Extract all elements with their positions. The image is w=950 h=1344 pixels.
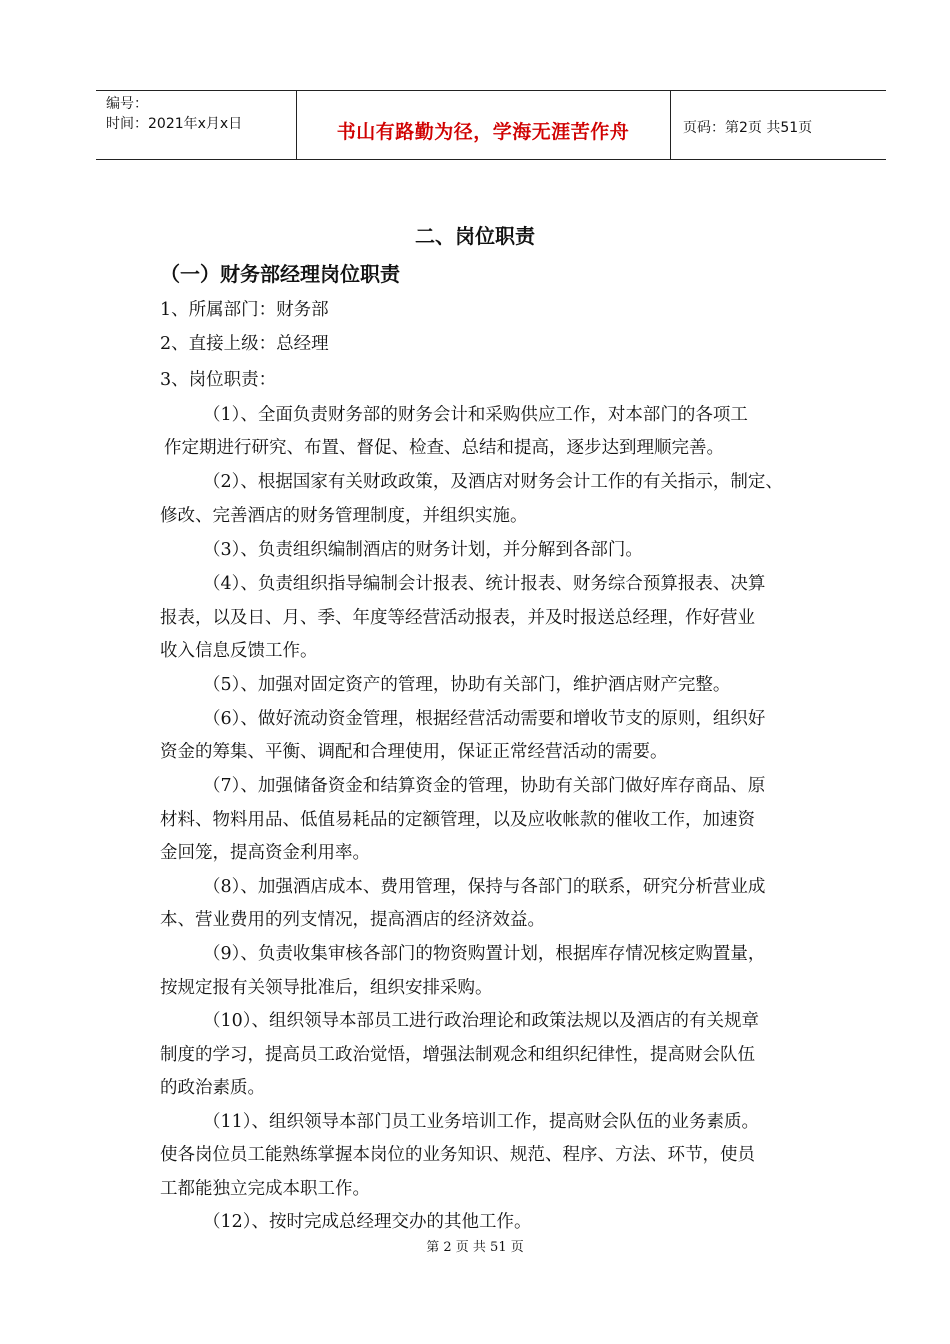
body-line: 金回笼，提高资金利用率。 <box>160 843 370 863</box>
body-line: 2、直接上级：总经理 <box>160 334 329 354</box>
body-line: （7）、加强储备资金和结算资金的管理，协助有关部门做好库存商品、原 <box>203 776 766 796</box>
date-text: 时间：2021年x月x日 <box>106 116 243 132</box>
body-line: 资金的筹集、平衡、调配和合理使用，保证正常经营活动的需要。 <box>160 742 668 762</box>
body-line: 3、岗位职责： <box>160 370 277 390</box>
body-line: 作定期进行研究、布置、督促、检查、总结和提高，逐步达到理顺完善。 <box>164 438 724 458</box>
body-line: （5）、加强对固定资产的管理，协助有关部门，维护酒店财产完整。 <box>203 675 731 695</box>
body-line: （6）、做好流动资金管理，根据经营活动需要和增收节支的原则，组织好 <box>203 709 766 729</box>
serial-number-label: 编号： <box>106 96 148 112</box>
motto-text: 书山有路勤为径，学海无涯苦作舟 <box>336 121 630 143</box>
body-line: 的政治素质。 <box>160 1078 265 1098</box>
body-line: 收入信息反馈工作。 <box>160 641 318 661</box>
body-line: 本、营业费用的列支情况，提高酒店的经济效益。 <box>160 910 545 930</box>
body-line: （3）、负责组织编制酒店的财务计划，并分解到各部门。 <box>203 540 643 560</box>
body-line: 修改、完善酒店的财务管理制度，并组织实施。 <box>160 506 528 526</box>
body-line: 报表，以及日、月、季、年度等经营活动报表，并及时报送总经理，作好营业 <box>160 608 755 628</box>
body-line: （2）、根据国家有关财政政策，及酒店对财务会计工作的有关指示，制定、 <box>203 472 783 492</box>
body-line: 1、所属部门：财务部 <box>160 300 329 320</box>
body-line: 使各岗位员工能熟练掌握本岗位的业务知识、规范、程序、方法、环节，使员 <box>160 1145 755 1165</box>
body-line: 制度的学习，提高员工政治觉悟，增强法制观念和组织纪律性，提高财会队伍 <box>160 1045 755 1065</box>
page-code-text: 页码：第2页 共51页 <box>683 120 813 136</box>
header-left-cell <box>96 91 297 159</box>
body-line: （1）、全面负责财务部的财务会计和采购供应工作，对本部门的各项工 <box>203 405 748 425</box>
header-page-cell <box>671 91 886 159</box>
body-line: 按规定报有关领导批准后，组织安排采购。 <box>160 978 493 998</box>
body-line: 工都能独立完成本职工作。 <box>160 1179 370 1199</box>
body-line: （11）、组织领导本部门员工业务培训工作，提高财会队伍的业务素质。 <box>203 1112 760 1132</box>
body-line: （8）、加强酒店成本、费用管理，保持与各部门的联系，研究分析营业成 <box>203 877 766 897</box>
section-title: 二、岗位职责 <box>415 224 535 248</box>
body-line: （10）、组织领导本部员工进行政治理论和政策法规以及酒店的有关规章 <box>203 1011 760 1031</box>
page-footer: 第 2 页 共 51 页 <box>426 1240 524 1255</box>
header-motto-cell <box>296 91 671 159</box>
body-line: （4）、负责组织指导编制会计报表、统计报表、财务综合预算报表、决算 <box>203 574 766 594</box>
body-line: （9）、负责收集审核各部门的物资购置计划，根据库存情况核定购置量， <box>203 944 766 964</box>
header-table <box>96 90 886 160</box>
sub-title: （一）财务部经理岗位职责 <box>160 262 400 286</box>
body-line: 材料、物料用品、低值易耗品的定额管理，以及应收帐款的催收工作，加速资 <box>160 810 755 830</box>
body-line: （12）、按时完成总经理交办的其他工作。 <box>203 1212 532 1232</box>
